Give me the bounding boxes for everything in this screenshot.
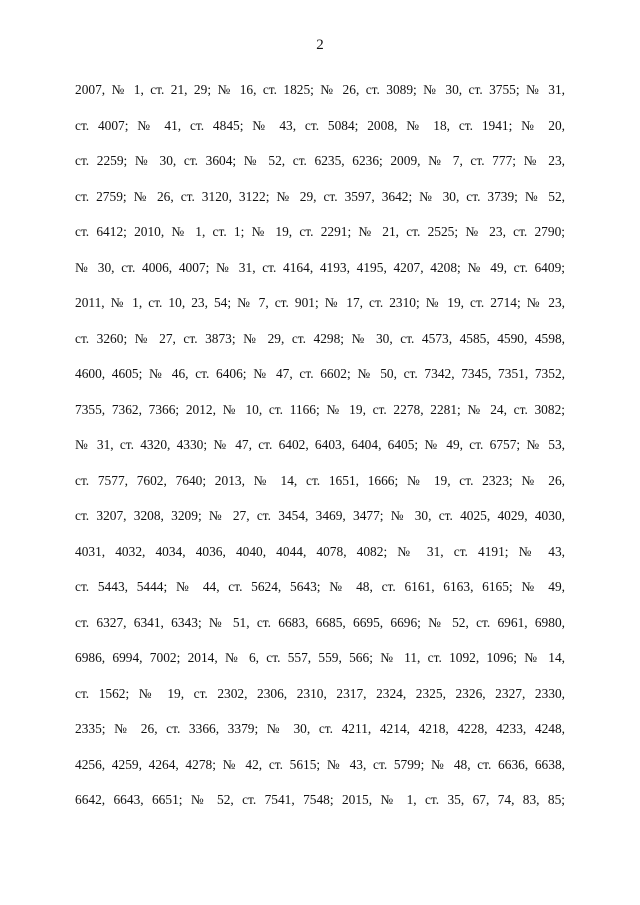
- text-line: ст. 2259; № 30, ст. 3604; № 52, ст. 6235, 6236; 2009, № 7, ст. 777; № 23,: [75, 153, 565, 168]
- text-line: 4256, 4259, 4264, 4278; № 42, ст. 5615; № 43, ст. 5799; № 48, ст. 6636, 6638,: [75, 756, 565, 772]
- text-line: 6986, 6994, 7002; 2014, № 6, ст. 557, 559, 566; № 11, ст. 1092, 1096; № 14,: [75, 650, 565, 665]
- legal-references-text: [75, 72, 565, 818]
- text-line: ст. 6327, 6341, 6343; № 51, ст. 6683, 6685, 6695, 6696; № 52, ст. 6961, 6980,: [75, 614, 565, 630]
- text-line: № 30, ст. 4006, 4007; № 31, ст. 4164, 4193, 4195, 4207, 4208; № 49, ст. 6409;: [75, 259, 565, 275]
- text-line: 2335; № 26, ст. 3366, 3379; № 30, ст. 4211, 4214, 4218, 4228, 4233, 4248,: [75, 721, 565, 736]
- text-line: 7355, 7362, 7366; 2012, № 10, ст. 1166; № 19, ст. 2278, 2281; № 24, ст. 3082;: [75, 401, 565, 417]
- page-number: 2: [316, 37, 324, 53]
- text-line: ст. 2759; № 26, ст. 3120, 3122; № 29, ст. 3597, 3642; № 30, ст. 3739; № 52,: [75, 188, 565, 204]
- text-line: ст. 7577, 7602, 7640; 2013, № 14, ст. 1651, 1666; № 19, ст. 2323; № 26,: [75, 472, 565, 488]
- text-line: ст. 6412; 2010, № 1, ст. 1; № 19, ст. 2291; № 21, ст. 2525; № 23, ст. 2790;: [75, 224, 565, 239]
- text-line: 4031, 4032, 4034, 4036, 4040, 4044, 4078, 4082; № 31, ст. 4191; № 43,: [75, 543, 565, 559]
- text-line: ст. 1562; № 19, ст. 2302, 2306, 2310, 2317, 2324, 2325, 2326, 2327, 2330,: [75, 685, 565, 701]
- text-line: № 31, ст. 4320, 4330; № 47, ст. 6402, 6403, 6404, 6405; № 49, ст. 6757; № 53,: [75, 437, 565, 452]
- text-line: 4600, 4605; № 46, ст. 6406; № 47, ст. 6602; № 50, ст. 7342, 7345, 7351, 7352,: [75, 366, 565, 381]
- text-line: 2011, № 1, ст. 10, 23, 54; № 7, ст. 901; № 17, ст. 2310; № 19, ст. 2714; № 23,: [75, 295, 565, 310]
- text-line: ст. 3260; № 27, ст. 3873; № 29, ст. 4298; № 30, ст. 4573, 4585, 4590, 4598,: [75, 330, 565, 346]
- text-line: ст. 5443, 5444; № 44, ст. 5624, 5643; № 48, ст. 6161, 6163, 6165; № 49,: [75, 579, 565, 594]
- text-line: 6642, 6643, 6651; № 52, ст. 7541, 7548; 2015, № 1, ст. 35, 67, 74, 83, 85;: [75, 792, 565, 807]
- text-line: 2007, № 1, ст. 21, 29; № 16, ст. 1825; № 26, ст. 3089; № 30, ст. 3755; № 31,: [75, 82, 565, 97]
- text-line: ст. 3207, 3208, 3209; № 27, ст. 3454, 3469, 3477; № 30, ст. 4025, 4029, 4030,: [75, 508, 565, 523]
- text-line: ст. 4007; № 41, ст. 4845; № 43, ст. 5084; 2008, № 18, ст. 1941; № 20,: [75, 117, 565, 133]
